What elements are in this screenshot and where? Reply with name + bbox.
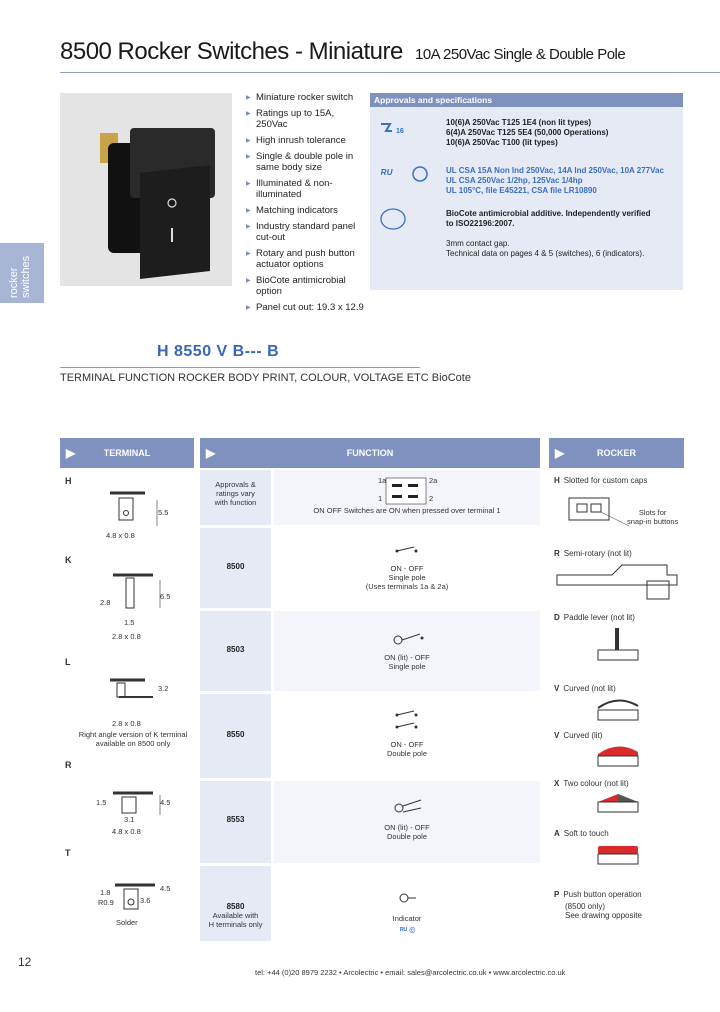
terminal-code: R [65,760,72,770]
rocker-paddle-drawing [593,626,643,671]
side-tab-label [8,256,32,298]
rocker-switch-image [60,93,232,286]
enec-line: 10(6)A 250Vac T100 (lit types) [446,138,558,147]
function-desc: Indicator [392,914,422,923]
svg-text:ᴿᵁ: ᴿᵁ [380,167,393,181]
rocker-curved-drawing [593,696,643,724]
ul-line: UL 105°C, file E45221, CSA file LR10890 [446,186,597,195]
spst-symbol [394,546,424,556]
play-arrow-icon: ▶ [66,446,76,460]
rocker-code: V [554,731,560,740]
part-number-rule [60,367,420,368]
indicator-lamp-symbol [396,886,421,911]
play-arrow-icon: ▶ [555,446,565,460]
function-line: Single pole [388,662,426,671]
note-line: available on 8500 only [95,739,171,748]
title-rule [60,72,720,73]
terminal-dim: 3.1 [124,815,135,824]
rocker-label: Push button operation [563,890,642,899]
rocker-header[interactable] [549,438,684,468]
approvals-box [370,93,683,290]
approvals-heading: Approvals and specifications [370,93,683,107]
function-row-right [274,470,540,525]
terminal-dim: 1.8 [100,888,111,897]
lit-spst-symbol [392,626,432,651]
rocker-header-label: ROCKER [596,448,636,458]
svg-text:16: 16 [396,128,404,135]
side-tab[interactable] [0,243,44,303]
page-number: 12 [18,955,32,969]
function-code: 8503 [226,645,245,654]
rocker-face [140,165,210,279]
rocker-code: D [554,613,560,622]
feature-item: ▶ Panel cut out: 19.3 x 12.9 [246,302,366,313]
ul-csa-logo [378,165,428,183]
side-tab-line2: switches [20,255,32,298]
rocker-option [554,890,642,899]
function-row-right [274,781,540,863]
rocker-code: V [554,684,560,693]
title-main: 8500 Rocker Switches - Miniature [60,38,403,65]
title-sub: 10A 250Vac Single & Double Pole [415,46,626,63]
function-code: 8580 [226,902,245,911]
rocker-label: Soft to touch [563,829,609,838]
function-note: ratings vary [216,489,255,498]
terminal-note [68,730,198,748]
feature-item: ▶ Rotary and push button actuator options [246,248,366,270]
rocker-note [565,902,642,920]
function-note: Available with [212,911,259,920]
footer-contact: tel: +44 (0)20 8979 2232 • Arcolectric • email: sales@arcolectric.co.uk • www.arcolectric.co.uk [255,968,566,977]
rocker-option [554,684,616,693]
rocker-option [554,731,602,740]
function-header[interactable] [200,438,540,468]
enec-line: 6(4)A 250Vac T125 5E4 (50,000 Operations) [446,128,609,137]
terminal-header-label: TERMINAL [103,448,151,458]
rocker-two-colour-drawing [593,790,643,818]
function-note-block [200,911,271,929]
function-row-left [200,781,271,863]
ul-line: UL CSA 15A Non Ind 250Vac, 14A Ind 250Vac, 10A 277Vac [446,166,664,175]
part-number-labels: TERMINAL FUNCTION ROCKER BODY PRINT, COLOUR, VOLTAGE ETC BioCote [60,372,471,384]
feature-item: ▶ Miniature rocker switch [246,92,366,103]
rocker-code: A [554,829,560,838]
feature-item: ▶ Illuminated & non-illuminated [246,178,366,200]
function-row-right [274,528,540,608]
terminal-dim: 3.2 [158,684,169,693]
function-line: Single pole [388,573,426,582]
rocker-option [554,613,635,622]
rocker-soft-touch-drawing [593,840,643,870]
function-line: (Uses terminals 1a & 2a) [365,582,449,591]
function-line: ON - OFF [390,740,424,749]
feature-item: ▶ Matching indicators [246,205,366,216]
function-row-left [200,694,271,778]
feature-item: ▶ Single & double pole in same body size [246,151,366,173]
function-row-left [200,611,271,691]
on-symbol [171,228,173,242]
function-line: Double pole [386,832,428,841]
terminal-header[interactable] [60,438,194,468]
function-line: Double pole [386,749,428,758]
terminal-dim: 1.5 [124,618,135,627]
terminal-code: T [65,848,71,858]
feature-item: ▶ High inrush tolerance [246,135,366,146]
function-row-right [274,694,540,778]
function-desc [274,823,540,841]
product-photo [60,93,232,286]
feature-item: ▶ Industry standard panel cut-out [246,221,366,243]
rocker-code: X [554,779,560,788]
terminal-dim: 6.5 [160,592,171,601]
enec-specs [446,118,608,148]
ul-mark-icon: ᴿᵁ © [400,926,416,935]
terminal-dim: 3.6 [140,896,151,905]
rocker-label: Slotted for custom caps [563,476,648,485]
function-line: ON (lit) - OFF [384,653,430,662]
rocker-option [554,779,629,788]
rocker-label: Two colour (not lit) [563,779,629,788]
rocker-code: H [554,476,560,485]
spec-notes [446,239,644,259]
play-arrow-icon: ▶ [206,446,216,460]
function-desc [274,740,540,758]
biocote-line: to ISO22196:2007. [446,219,515,228]
rocker-option [554,549,632,558]
note-line: snap-in buttons [627,517,679,526]
feature-item: ▶ Ratings up to 15A, 250Vac [246,108,366,130]
terminal-column [60,470,200,940]
dpst-symbol [394,710,424,735]
function-row-left [200,470,271,525]
rocker-column [549,470,689,940]
terminal-dim: 4.5 [160,884,171,893]
ul-line: UL CSA 250Vac 1/2hp, 125Vac 1/4hp [446,176,583,185]
terminal-code: L [65,657,71,667]
pin-label: 2a [429,476,438,485]
terminal-size: 2.8 x 0.8 [112,719,141,728]
rocker-label: Paddle lever (not lit) [563,613,635,622]
pin-label: 1 [378,494,383,503]
function-desc [274,653,540,671]
note-line: Slots for [638,508,667,517]
note-line: Technical data on pages 4 & 5 (switches), 6 (indicators). [446,249,645,258]
rocker-option [554,476,647,485]
enec-logo [378,121,408,139]
ul-specs [446,166,664,196]
note-line: (8500 only) [565,902,606,911]
rocker-code: R [554,549,560,558]
note-line: Right angle version of K terminal [78,730,188,739]
biocote-line: BioCote antimicrobial additive. Independently verified [446,209,651,218]
function-code: 8550 [226,730,245,739]
function-row-left [200,528,271,608]
function-row-right [274,866,540,941]
side-tab-line1: rocker [8,267,20,298]
function-note: H terminals only [208,920,263,929]
function-note: Approvals & [215,480,256,489]
function-row-left [200,866,271,941]
features-list [246,92,366,318]
terminal-size: 4.8 x 0.8 [112,827,141,836]
feature-item: ▶ BioCote antimicrobial option [246,275,366,297]
function-row-right [274,611,540,691]
terminal-dim: R0.9 [98,898,114,907]
function-code: 8553 [226,815,245,824]
terminal-size: 2.8 x 0.8 [112,632,141,641]
rocker-note [627,508,678,526]
enec-line: 10(6)A 250Vac T125 1E4 (non lit types) [446,118,592,127]
terminal-size: Solder [116,918,138,927]
pin-label: 2 [429,494,434,503]
page-title [60,38,625,66]
rocker-curved-lit-drawing [593,742,643,770]
terminal-code: H [65,476,72,486]
note-line: See drawing opposite [565,911,642,920]
terminal-dim: 4.5 [160,798,171,807]
lit-dpst-symbol [389,796,434,821]
pin-label: 1a [378,476,387,485]
function-note: with function [214,498,257,507]
rocker-label: Semi-rotary (not lit) [563,549,632,558]
terminal-code: K [65,555,72,565]
rocker-label: Curved (lit) [563,731,603,740]
function-desc: ON OFF Switches are ON when pressed over terminal 1 [313,506,501,515]
rocker-semi-rotary-drawing [557,563,687,608]
function-header-label: FUNCTION [346,448,394,458]
function-line: ON (lit) - OFF [384,823,430,832]
rocker-label: Curved (not lit) [563,684,616,693]
function-line: ON - OFF [390,564,424,573]
rocker-code: P [554,890,560,899]
function-code: 8500 [226,562,245,571]
biocote-specs [446,209,650,229]
biocote-logo [378,207,408,231]
terminal-dim: 1.5 [96,798,107,807]
function-desc [274,564,540,591]
terminal-dim: 2.8 [100,598,111,607]
terminal-dim: 5.5 [158,508,169,517]
note-line: 3mm contact gap. [446,239,510,248]
terminal-size: 4.8 x 0.8 [106,531,135,540]
part-number-code: H 8550 V B--- B [157,343,280,360]
rocker-option [554,829,609,838]
